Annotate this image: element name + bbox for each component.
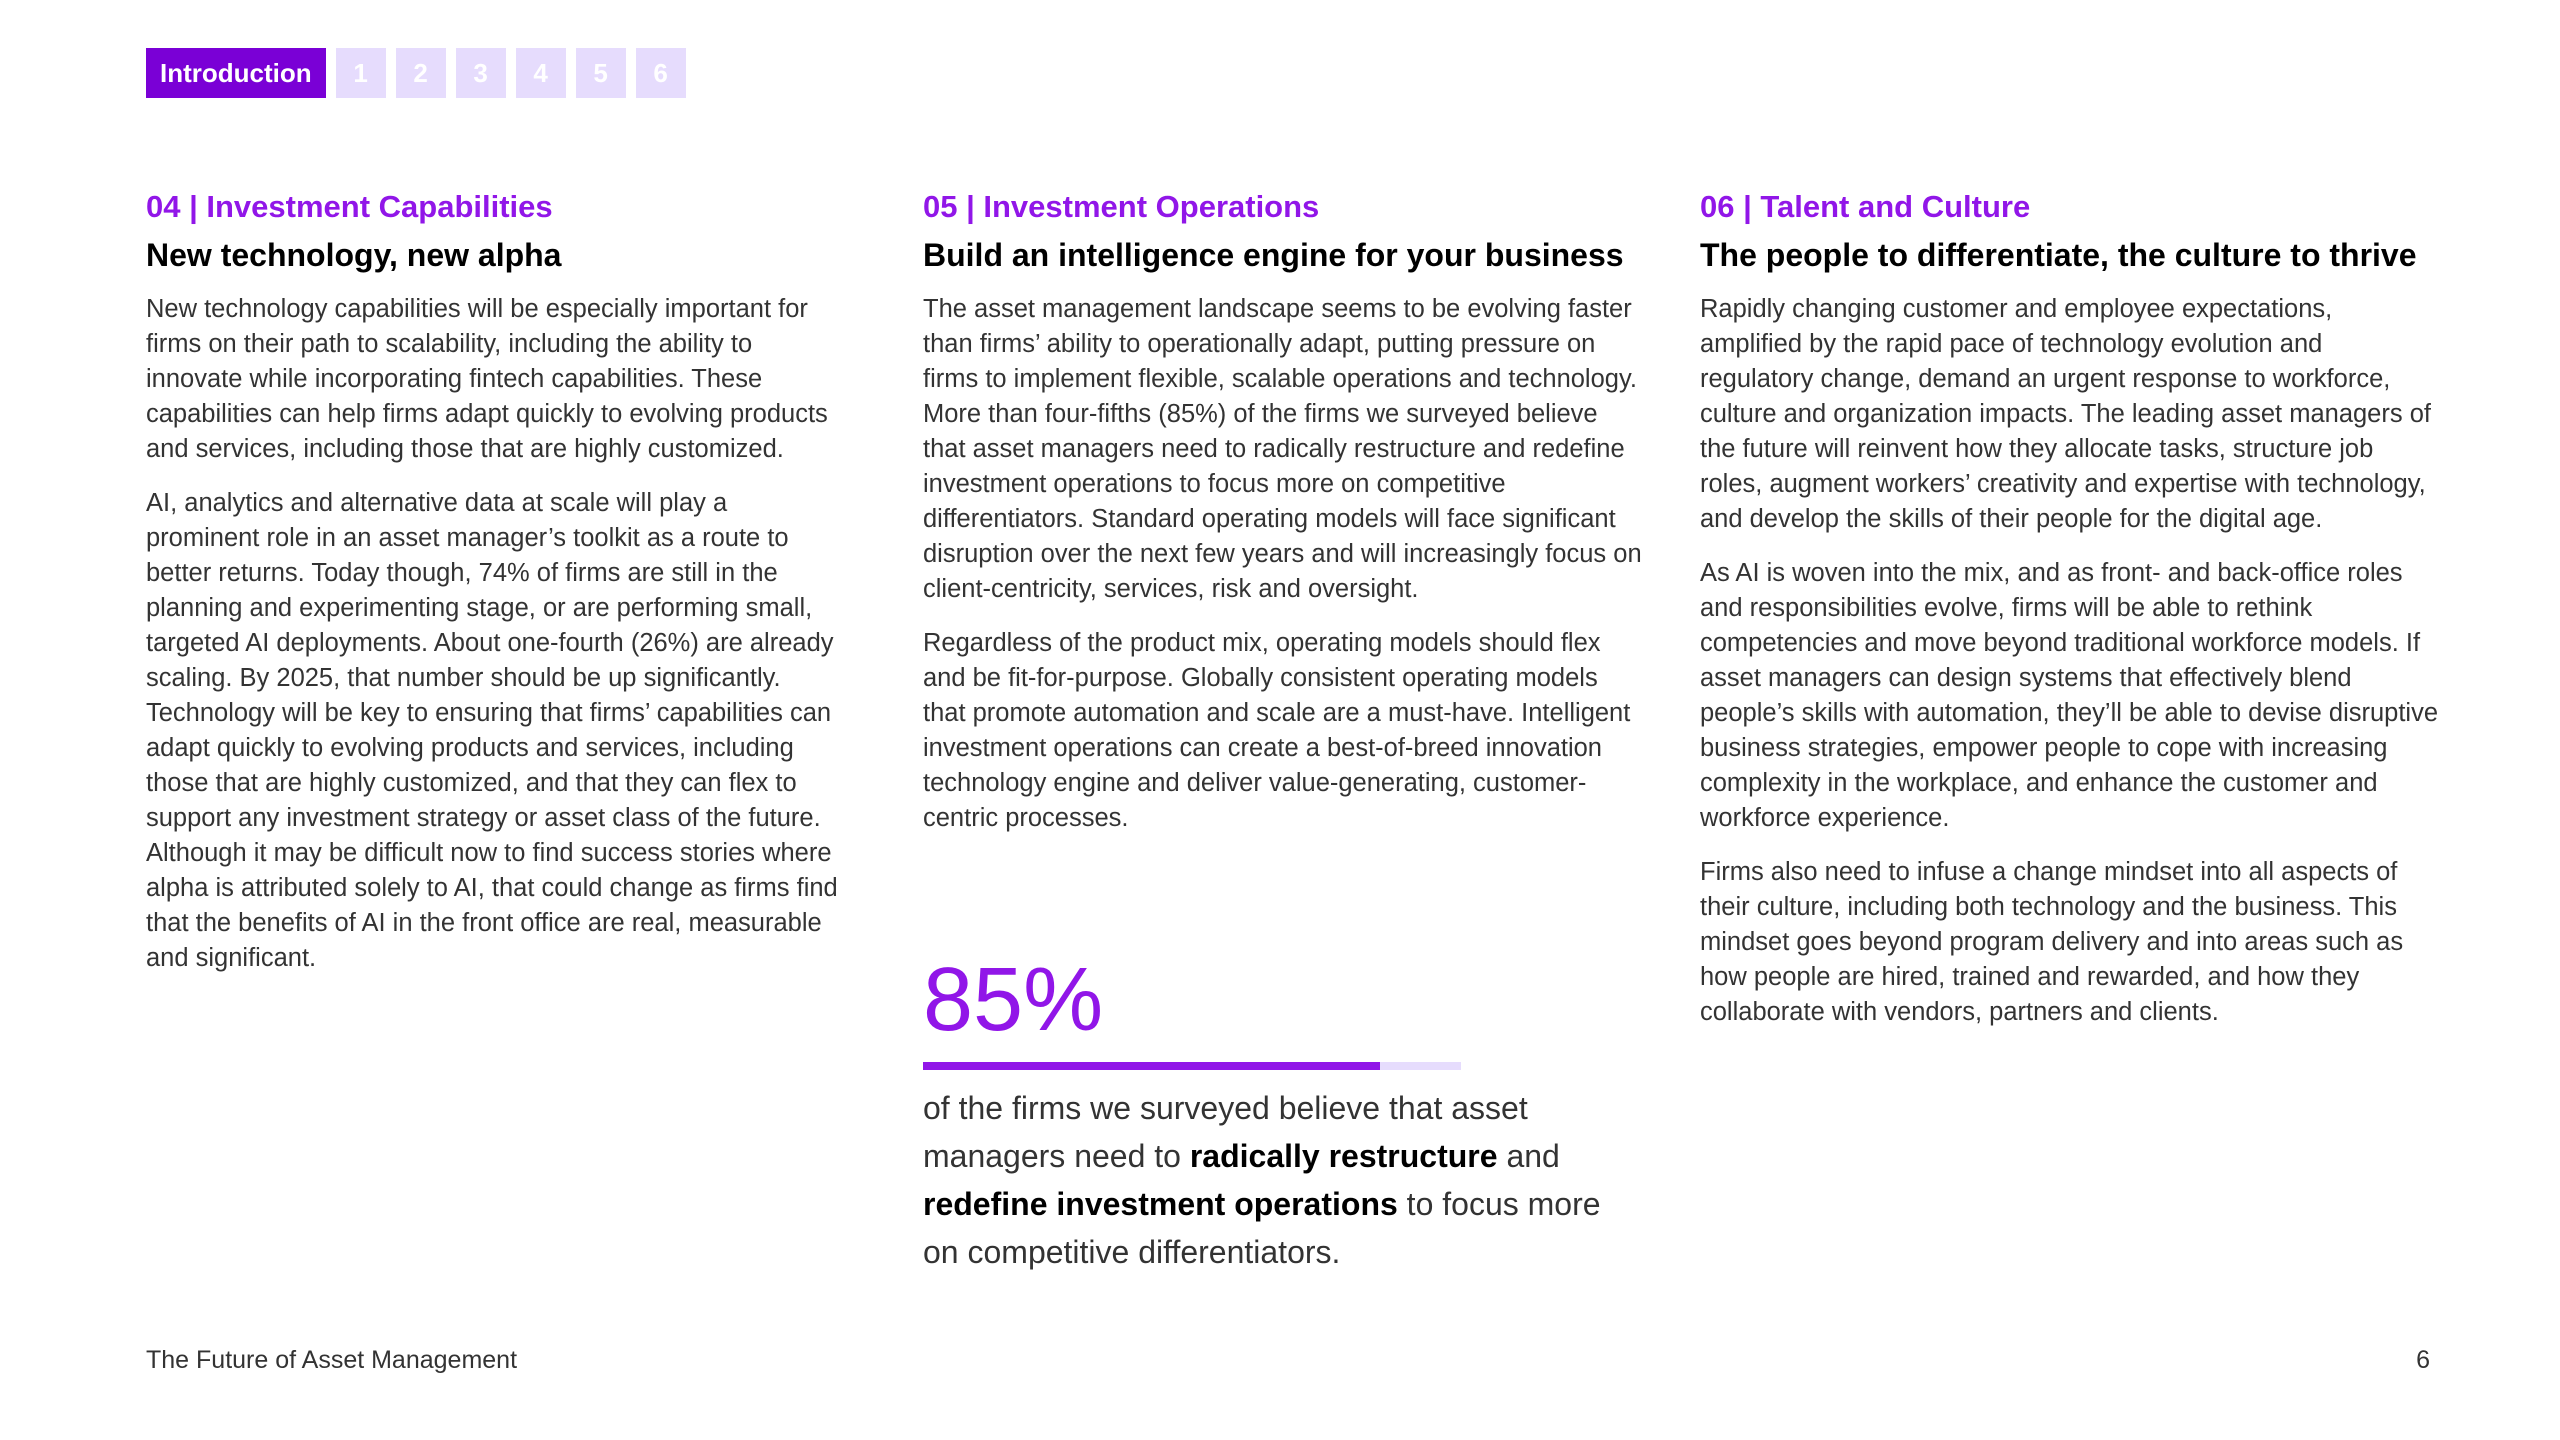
- stat-description: of the firms we surveyed believe that asset managers need to radically restructure and redefine investment operations to focus more on competitive differentiators.: [923, 1090, 1601, 1270]
- nav-tab-6[interactable]: 6: [636, 48, 686, 98]
- nav-tab-3[interactable]: 3: [456, 48, 506, 98]
- section-subtitle: The people to differentiate, the culture to thrive: [1700, 237, 2417, 273]
- section-title: 05 | Investment Operations: [923, 189, 1320, 224]
- stat-progress-fill: [923, 1062, 1380, 1070]
- stat-callout: [923, 950, 1643, 1276]
- stat-emphasis: radically restructure: [1189, 1138, 1498, 1174]
- stat-emphasis: redefine investment operations: [923, 1186, 1398, 1222]
- nav-tab-4[interactable]: 4: [516, 48, 566, 98]
- section-talent-and-culture: [1700, 186, 2440, 1030]
- section-subtitle: New technology, new alpha: [146, 237, 562, 273]
- nav-tab-1[interactable]: 1: [336, 48, 386, 98]
- paragraph: The asset management landscape seems to be evolving faster than firms’ ability to operationally adapt, putting pressure on firms to implement flexible, scalable operations and technology. More than four-fifths (85%) of the firms we surveyed believe that asset managers need to radically restructure and redefine investment operations to focus more on competitive differentiators. Standard operating models will face significant disruption over the next few years and will increasingly focus on client-centricity, services, risk and oversight.: [923, 295, 1642, 603]
- nav-tab-introduction[interactable]: Introduction: [146, 48, 326, 98]
- paragraph: Regardless of the product mix, operating models should flex and be fit-for-purpose. Globally consistent operating models that promote automation and scale are a must-have. Intelligent investment operations can create a best-of-breed innovation technology engine and deliver value-generating, customer-centric processes.: [923, 629, 1631, 832]
- paragraph: As AI is woven into the mix, and as front- and back-office roles and responsibilities evolve, firms will be able to rethink competencies and move beyond traditional workforce models. If asset managers can design systems that effectively blend people’s skills with automation, they’ll be able to devise disruptive business strategies, empower people to cope with increasing complexity in the workplace, and enhance the customer and workforce experience.: [1700, 559, 2439, 832]
- document-title: The Future of Asset Management: [146, 1346, 518, 1374]
- stat-progress-bar: [923, 1062, 1461, 1070]
- section-nav: [146, 48, 686, 98]
- section-title: 06 | Talent and Culture: [1700, 189, 2031, 224]
- paragraph: Firms also need to infuse a change mindset into all aspects of their culture, including both technology and the business. This mindset goes beyond program delivery and into areas such as how people are hired, trained and rewarded, and how they collaborate with vendors, partners and clients.: [1700, 858, 2404, 1026]
- section-title: 04 | Investment Capabilities: [146, 189, 553, 224]
- section-investment-operations: [923, 186, 1643, 836]
- section-subtitle: Build an intelligence engine for your business: [923, 237, 1624, 273]
- page-number: 6: [2416, 1346, 2430, 1374]
- paragraph: New technology capabilities will be especially important for firms on their path to scalability, including the ability to innovate while incorporating fintech capabilities. These capabilities can help firms adapt quickly to evolving products and services, including those that are highly customized.: [146, 295, 828, 463]
- nav-tab-2[interactable]: 2: [396, 48, 446, 98]
- stat-number: 85%: [923, 950, 1104, 1050]
- paragraph: AI, analytics and alternative data at scale will play a prominent role in an asset manager’s toolkit as a route to better returns. Today though, 74% of firms are still in the planning and experimenting stage, or are performing small, targeted AI deployments. About one-fourth (26%) are already scaling. By 2025, that number should be up significantly. Technology will be key to ensuring that firms’ capabilities can adapt quickly to evolving products and services, including those that are highly customized, and that they can flex to support any investment strategy or asset class of the future. Although it may be difficult now to find success stories where alpha is attributed solely to AI, that could change as firms find that the benefits of AI in the front office are real, measurable and significant.: [146, 489, 838, 972]
- paragraph: Rapidly changing customer and employee expectations, amplified by the rapid pace of technology evolution and regulatory change, demand an urgent response to workforce, culture and organization impacts. The leading asset managers of the future will reinvent how they allocate tasks, structure job roles, augment workers’ creativity and expertise with technology, and develop the skills of their people for the digital age.: [1700, 295, 2431, 533]
- nav-tab-5[interactable]: 5: [576, 48, 626, 98]
- section-investment-capabilities: [146, 186, 846, 976]
